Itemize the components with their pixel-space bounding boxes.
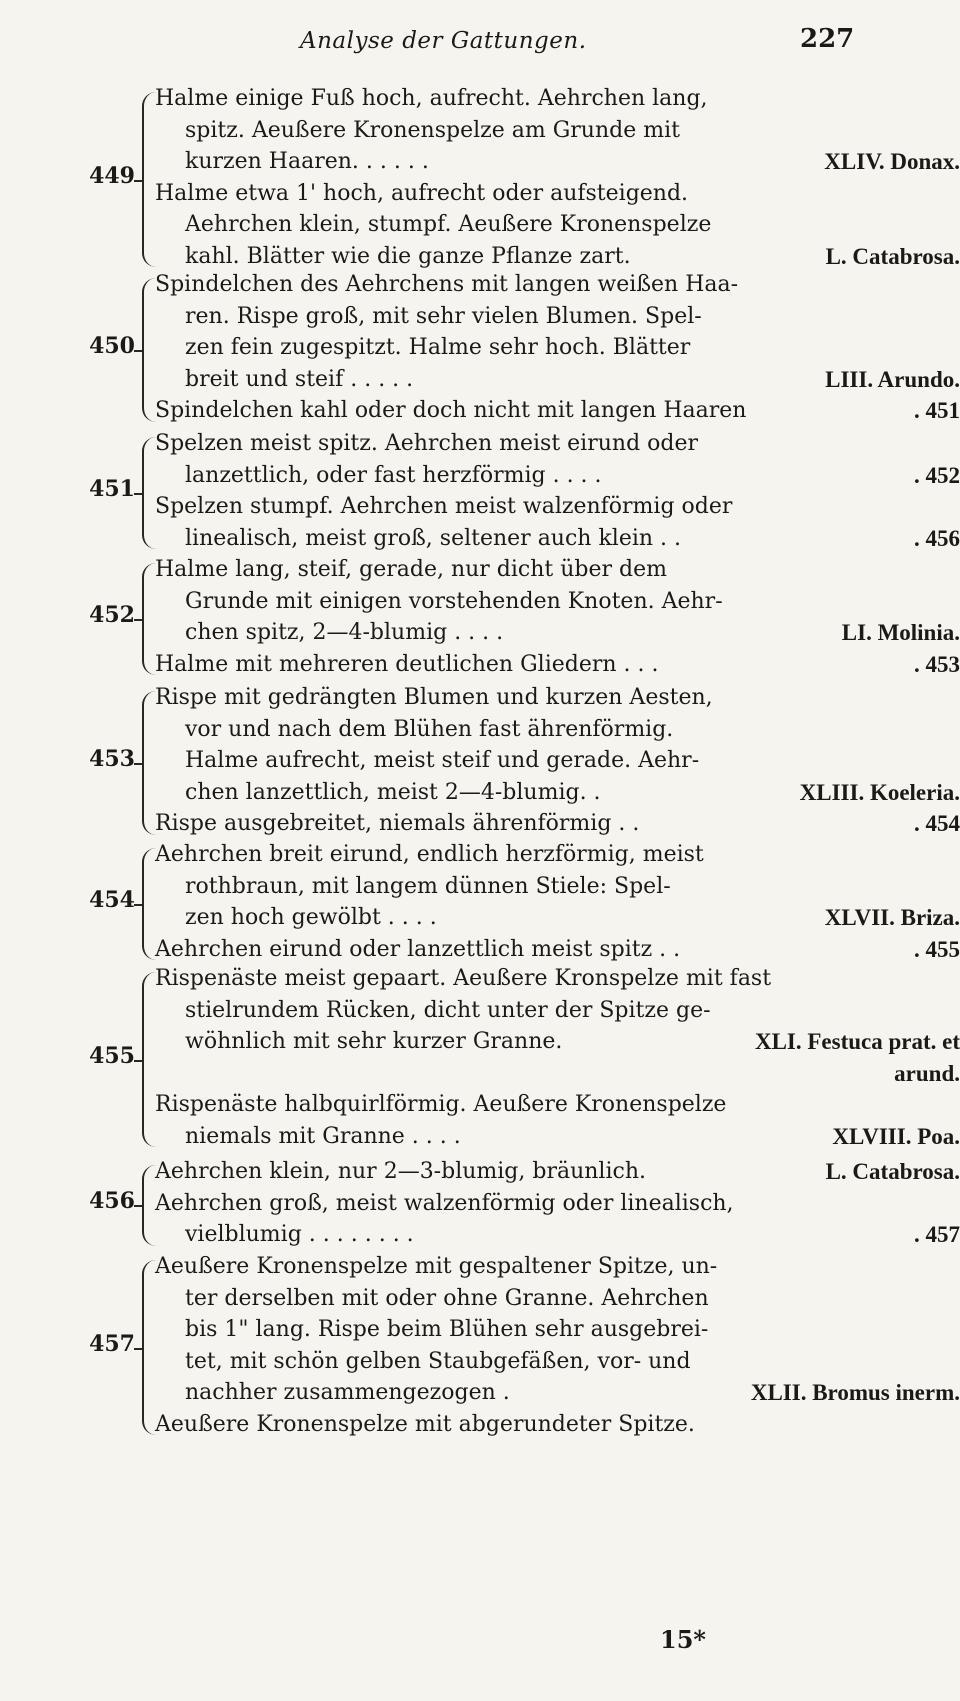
- line-text: tet, mit schön gelben Staubgefäßen, vor- und: [185, 1348, 691, 1374]
- couplet-457: [85, 1250, 960, 1439]
- line-text: Rispe mit gedrängten Blumen und kurzen Aesten,: [155, 685, 713, 710]
- line-lead: . 452: [914, 462, 960, 488]
- couplet-number: 449: [89, 162, 135, 189]
- key-line: [185, 1282, 960, 1316]
- line-text: kurzen Haaren. . . . . .: [185, 149, 429, 174]
- key-line: [185, 363, 960, 397]
- line-text: Aeußere Kronenspelze mit gespaltener Spitze, un-: [155, 1254, 718, 1279]
- line-text: Halme etwa 1' hoch, aufrecht oder aufsteigend.: [155, 180, 689, 206]
- line-text: spitz. Aeußere Kronenspelze am Grunde mit: [185, 117, 680, 143]
- key-line: [155, 427, 960, 461]
- line-lead: LI. Molinia.: [841, 620, 960, 645]
- line-text: Halme einige Fuß hoch, aufrecht. Aehrchen lang,: [155, 86, 708, 111]
- key-line: [155, 1187, 960, 1221]
- key-line: [185, 776, 960, 810]
- line-lead: . 457: [914, 1222, 960, 1247]
- couplet-number: 456: [89, 1188, 135, 1215]
- line-text: zen hoch gewölbt . . . .: [185, 905, 437, 930]
- line-text: lanzettlich, oder fast herzförmig . . . .: [185, 462, 602, 488]
- key-line: [155, 962, 960, 996]
- key-line: [155, 553, 960, 587]
- line-lead: LIII. Arundo.: [825, 366, 960, 392]
- key-line: [185, 1313, 960, 1347]
- key-line: [185, 208, 960, 242]
- line-lead: . 454: [914, 811, 960, 836]
- couplet-450: [85, 268, 960, 426]
- signature-mark: 15*: [660, 1625, 706, 1654]
- line-text: bis 1" lang. Rispe beim Blühen sehr ausgebrei-: [185, 1317, 709, 1342]
- key-line: [185, 713, 960, 747]
- couplet-number: 454: [89, 887, 135, 913]
- key-line: [185, 300, 960, 334]
- couplet-451: [85, 427, 960, 553]
- line-text: linealisch, meist groß, seltener auch klein . .: [185, 525, 682, 551]
- couplet-number: 450: [89, 332, 135, 359]
- key-line: [185, 1218, 960, 1252]
- key-line: [155, 807, 960, 841]
- line-text: Aehrchen klein, stumpf. Aeußere Kronenspelze: [185, 212, 712, 237]
- key-line: [155, 268, 960, 302]
- couplet-452: [85, 553, 960, 679]
- couplet-456: [85, 1155, 960, 1250]
- key-line: [185, 585, 960, 619]
- couplet-number: 457: [89, 1330, 135, 1357]
- key-line: [185, 1025, 960, 1059]
- key-line: [185, 1345, 960, 1379]
- line-text: wöhnlich mit sehr kurzer Granne.: [185, 1029, 563, 1054]
- line-text: Halme mit mehreren deutlichen Gliedern . . .: [155, 651, 659, 677]
- couplet-number: 451: [89, 476, 135, 502]
- key-line: [185, 1120, 960, 1154]
- line-text: ter derselben mit oder ohne Granne. Aehrchen: [185, 1285, 709, 1311]
- line-text: breit und steif . . . . .: [185, 366, 414, 392]
- line-text: Aehrchen groß, meist walzenförmig oder linealisch,: [155, 1190, 734, 1216]
- line-text: nachher zusammengezogen .: [185, 1380, 510, 1405]
- line-text: chen lanzettlich, meist 2—4-blumig. .: [185, 779, 601, 805]
- key-line: [185, 1057, 960, 1091]
- key-line: [155, 1250, 960, 1284]
- line-lead: XLI. Festuca prat. et: [754, 1029, 960, 1054]
- key-line: [155, 681, 960, 715]
- key-line: [185, 459, 960, 493]
- line-text: zen fein zugespitzt. Halme sehr hoch. Blätter: [185, 335, 691, 360]
- line-text: Grunde mit einigen vorstehenden Knoten. Aehr-: [185, 588, 723, 614]
- key-line: [185, 870, 960, 904]
- line-text: kahl. Blätter wie die ganze Pflanze zart.: [185, 243, 631, 269]
- page-number: 227: [800, 24, 855, 54]
- line-lead: XLVII. Briza.: [824, 905, 960, 930]
- couplet-number: 453: [89, 745, 135, 772]
- line-text: Spindelchen des Aehrchens mit langen weißen Haa-: [155, 272, 739, 297]
- key-line: [155, 82, 960, 116]
- line-lead: L. Catabrosa.: [825, 243, 960, 269]
- key-line: [155, 1088, 960, 1122]
- line-text: Halme lang, steif, gerade, nur dicht über dem: [155, 557, 667, 582]
- line-text: Spelzen meist spitz. Aehrchen meist eirund oder: [155, 431, 699, 456]
- key-line: [185, 114, 960, 148]
- line-lead: XLVIII. Poa.: [832, 1123, 960, 1149]
- key-line: [185, 522, 960, 556]
- key-line: [185, 145, 960, 179]
- couplet-number: 452: [89, 602, 135, 628]
- key-line: [185, 744, 960, 778]
- key-line: [185, 994, 960, 1028]
- line-text: niemals mit Granne . . . .: [185, 1123, 461, 1149]
- line-text: Spelzen stumpf. Aehrchen meist walzenförmig oder: [155, 494, 733, 519]
- line-text: Rispenäste meist gepaart. Aeußere Kronspelze mit fast: [155, 966, 772, 991]
- key-line: [155, 394, 960, 428]
- line-lead: XLII. Bromus inerm.: [750, 1380, 960, 1405]
- line-text: Spindelchen kahl oder doch nicht mit langen Haaren: [155, 398, 747, 423]
- couplet-453: [85, 681, 960, 839]
- line-lead: L. Catabrosa.: [825, 1159, 960, 1184]
- couplet-454: [85, 838, 960, 964]
- line-lead: arund.: [894, 1060, 960, 1086]
- key-line: [185, 616, 960, 650]
- couplet-number: 455: [89, 1042, 135, 1069]
- key-line: [185, 901, 960, 935]
- key-line: [185, 1376, 960, 1410]
- line-text: vielblumig . . . . . . . .: [185, 1222, 414, 1247]
- line-lead: XLIV. Donax.: [824, 149, 960, 174]
- line-text: Aehrchen klein, nur 2—3-blumig, bräunlich.: [155, 1159, 646, 1184]
- line-lead: . 451: [914, 398, 960, 423]
- couplet-455: [85, 962, 960, 1151]
- line-lead: XLIII. Koeleria.: [799, 779, 960, 805]
- line-text: ren. Rispe groß, mit sehr vielen Blumen. Spel-: [185, 303, 702, 329]
- line-text: Aehrchen breit eirund, endlich herzförmig, meist: [155, 842, 704, 867]
- line-text: rothbraun, mit langem dünnen Stiele: Spel-: [185, 873, 671, 899]
- line-text: Aehrchen eirund oder lanzettlich meist spitz . .: [155, 936, 681, 962]
- line-lead: . 453: [914, 651, 960, 677]
- line-lead: . 456: [914, 525, 960, 551]
- couplet-449: [85, 82, 960, 271]
- line-text: vor und nach dem Blühen fast ährenförmig.: [185, 716, 674, 742]
- line-lead: . 455: [914, 936, 960, 962]
- line-text: Rispe ausgebreitet, niemals ährenförmig . .: [155, 811, 640, 836]
- page-header: [0, 22, 930, 62]
- key-line: [155, 1408, 960, 1442]
- key-line: [155, 1155, 960, 1189]
- key-line: [155, 490, 960, 524]
- key-line: [155, 648, 960, 682]
- key-line: [185, 331, 960, 365]
- line-text: stielrundem Rücken, dicht unter der Spitze ge-: [185, 997, 711, 1023]
- running-head: Analyse der Gattungen.: [300, 28, 587, 54]
- line-text: chen spitz, 2—4-blumig . . . .: [185, 620, 504, 645]
- line-text: Rispenäste halbquirlförmig. Aeußere Kronenspelze: [155, 1092, 727, 1117]
- key-line: [155, 838, 960, 872]
- line-text: Halme aufrecht, meist steif und gerade. Aehr-: [185, 748, 700, 773]
- line-text: Aeußere Kronenspelze mit abgerundeter Spitze.: [155, 1411, 695, 1437]
- key-line: [155, 177, 960, 211]
